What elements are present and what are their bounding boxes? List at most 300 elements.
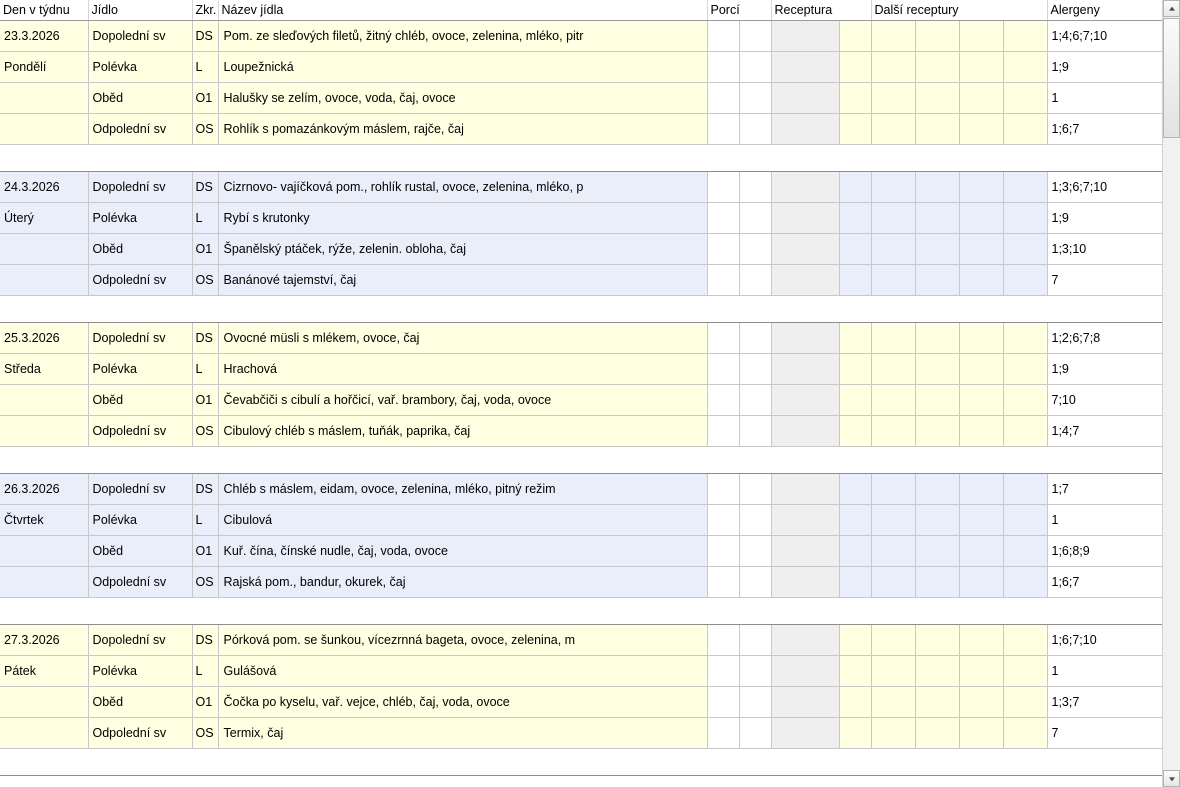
cell-meal[interactable]: Dopolední sv bbox=[88, 323, 192, 354]
table-header bbox=[0, 0, 1180, 21]
cell-portions-2[interactable] bbox=[739, 385, 771, 416]
cell-name[interactable]: Rybí s krutonky bbox=[218, 203, 707, 234]
chevron-up-icon bbox=[1169, 6, 1175, 10]
cell-recipe[interactable] bbox=[771, 21, 839, 52]
cell-more-recipe-3[interactable] bbox=[959, 172, 1003, 203]
cell-meal[interactable]: Polévka bbox=[88, 505, 192, 536]
cell-more-recipe-3[interactable] bbox=[959, 416, 1003, 447]
cell-more-recipe-3[interactable] bbox=[959, 21, 1003, 52]
cell-recipe-2[interactable] bbox=[839, 385, 871, 416]
cell-allergens[interactable]: 1;3;7 bbox=[1047, 687, 1163, 718]
cell-meal[interactable]: Oběd bbox=[88, 536, 192, 567]
cell-abbr[interactable]: OS bbox=[192, 416, 218, 447]
cell-more-recipe-3[interactable] bbox=[959, 234, 1003, 265]
column-header-name[interactable]: Název jídla bbox=[218, 0, 707, 21]
cell-more-recipe-2[interactable] bbox=[915, 354, 959, 385]
cell-portions-2[interactable] bbox=[739, 625, 771, 656]
cell-more-recipe-1[interactable] bbox=[871, 172, 915, 203]
cell-meal[interactable]: Polévka bbox=[88, 354, 192, 385]
cell-more-recipe-4[interactable] bbox=[1003, 52, 1047, 83]
cell-more-recipe-4[interactable] bbox=[1003, 21, 1047, 52]
cell-more-recipe-1[interactable] bbox=[871, 567, 915, 598]
cell-recipe-2[interactable] bbox=[839, 265, 871, 296]
cell-more-recipe-1[interactable] bbox=[871, 52, 915, 83]
cell-meal[interactable]: Oběd bbox=[88, 234, 192, 265]
cell-more-recipe-3[interactable] bbox=[959, 323, 1003, 354]
cell-portions-2[interactable] bbox=[739, 265, 771, 296]
cell-recipe[interactable] bbox=[771, 385, 839, 416]
cell-portions[interactable] bbox=[707, 203, 739, 234]
cell-more-recipe-3[interactable] bbox=[959, 385, 1003, 416]
cell-more-recipe-2[interactable] bbox=[915, 625, 959, 656]
cell-recipe[interactable] bbox=[771, 687, 839, 718]
cell-more-recipe-1[interactable] bbox=[871, 323, 915, 354]
cell-abbr[interactable]: O1 bbox=[192, 83, 218, 114]
cell-portions[interactable] bbox=[707, 718, 739, 749]
cell-portions[interactable] bbox=[707, 416, 739, 447]
cell-recipe-2[interactable] bbox=[839, 234, 871, 265]
cell-more-recipe-4[interactable] bbox=[1003, 354, 1047, 385]
cell-recipe[interactable] bbox=[771, 625, 839, 656]
group-separator-row bbox=[0, 145, 1180, 172]
table-row[interactable] bbox=[0, 354, 1180, 385]
cell-more-recipe-3[interactable] bbox=[959, 567, 1003, 598]
cell-more-recipe-2[interactable] bbox=[915, 474, 959, 505]
cell-more-recipe-4[interactable] bbox=[1003, 265, 1047, 296]
cell-more-recipe-2[interactable] bbox=[915, 416, 959, 447]
cell-more-recipe-4[interactable] bbox=[1003, 385, 1047, 416]
cell-portions-2[interactable] bbox=[739, 505, 771, 536]
cell-more-recipe-2[interactable] bbox=[915, 21, 959, 52]
cell-abbr[interactable]: OS bbox=[192, 567, 218, 598]
cell-recipe[interactable] bbox=[771, 203, 839, 234]
cell-day[interactable]: Čtvrtek bbox=[0, 505, 88, 536]
group-separator-row bbox=[0, 749, 1180, 776]
cell-more-recipe-1[interactable] bbox=[871, 687, 915, 718]
cell-more-recipe-3[interactable] bbox=[959, 505, 1003, 536]
cell-name[interactable]: Kuř. čína, čínské nudle, čaj, voda, ovoce bbox=[218, 536, 707, 567]
table-row[interactable] bbox=[0, 385, 1180, 416]
cell-more-recipe-1[interactable] bbox=[871, 625, 915, 656]
cell-day[interactable] bbox=[0, 234, 88, 265]
cell-portions[interactable] bbox=[707, 234, 739, 265]
cell-recipe-2[interactable] bbox=[839, 687, 871, 718]
table-row[interactable] bbox=[0, 656, 1180, 687]
cell-more-recipe-4[interactable] bbox=[1003, 656, 1047, 687]
cell-meal[interactable]: Odpolední sv bbox=[88, 718, 192, 749]
cell-meal[interactable]: Dopolední sv bbox=[88, 172, 192, 203]
cell-recipe-2[interactable] bbox=[839, 656, 871, 687]
cell-day[interactable]: 24.3.2026 bbox=[0, 172, 88, 203]
cell-recipe[interactable] bbox=[771, 474, 839, 505]
chevron-down-icon bbox=[1169, 777, 1175, 781]
cell-portions-2[interactable] bbox=[739, 323, 771, 354]
cell-more-recipe-1[interactable] bbox=[871, 536, 915, 567]
cell-portions[interactable] bbox=[707, 625, 739, 656]
cell-recipe-2[interactable] bbox=[839, 718, 871, 749]
table-row[interactable] bbox=[0, 83, 1180, 114]
cell-portions[interactable] bbox=[707, 114, 739, 145]
cell-recipe-2[interactable] bbox=[839, 536, 871, 567]
cell-allergens[interactable]: 1 bbox=[1047, 83, 1163, 114]
table-row[interactable] bbox=[0, 114, 1180, 145]
table-row[interactable] bbox=[0, 536, 1180, 567]
cell-more-recipe-1[interactable] bbox=[871, 416, 915, 447]
cell-day[interactable] bbox=[0, 567, 88, 598]
cell-portions-2[interactable] bbox=[739, 83, 771, 114]
cell-more-recipe-1[interactable] bbox=[871, 203, 915, 234]
table-row[interactable] bbox=[0, 234, 1180, 265]
table-row[interactable] bbox=[0, 505, 1180, 536]
cell-more-recipe-4[interactable] bbox=[1003, 83, 1047, 114]
table-row[interactable] bbox=[0, 687, 1180, 718]
cell-portions[interactable] bbox=[707, 52, 739, 83]
cell-more-recipe-4[interactable] bbox=[1003, 172, 1047, 203]
cell-recipe[interactable] bbox=[771, 234, 839, 265]
cell-day[interactable]: Úterý bbox=[0, 203, 88, 234]
cell-name[interactable]: Španělský ptáček, rýže, zelenin. obloha, čaj bbox=[218, 234, 707, 265]
cell-day[interactable]: Pondělí bbox=[0, 52, 88, 83]
cell-more-recipe-1[interactable] bbox=[871, 234, 915, 265]
cell-more-recipe-4[interactable] bbox=[1003, 536, 1047, 567]
cell-abbr[interactable]: DS bbox=[192, 21, 218, 52]
cell-more-recipe-2[interactable] bbox=[915, 83, 959, 114]
cell-recipe-2[interactable] bbox=[839, 354, 871, 385]
cell-day[interactable]: 27.3.2026 bbox=[0, 625, 88, 656]
cell-allergens[interactable]: 1;9 bbox=[1047, 203, 1163, 234]
cell-day[interactable] bbox=[0, 687, 88, 718]
cell-recipe[interactable] bbox=[771, 354, 839, 385]
cell-portions-2[interactable] bbox=[739, 52, 771, 83]
cell-more-recipe-4[interactable] bbox=[1003, 687, 1047, 718]
cell-more-recipe-3[interactable] bbox=[959, 474, 1003, 505]
column-header-portions[interactable]: Porcí bbox=[707, 0, 771, 21]
cell-meal[interactable]: Odpolední sv bbox=[88, 416, 192, 447]
cell-name[interactable]: Loupežnická bbox=[218, 52, 707, 83]
cell-more-recipe-4[interactable] bbox=[1003, 114, 1047, 145]
cell-portions[interactable] bbox=[707, 536, 739, 567]
group-separator-row bbox=[0, 447, 1180, 474]
cell-day[interactable] bbox=[0, 114, 88, 145]
cell-allergens[interactable]: 7 bbox=[1047, 718, 1163, 749]
scroll-up-button[interactable] bbox=[1163, 0, 1180, 17]
cell-more-recipe-1[interactable] bbox=[871, 718, 915, 749]
cell-day[interactable] bbox=[0, 83, 88, 114]
cell-more-recipe-1[interactable] bbox=[871, 385, 915, 416]
cell-meal[interactable]: Odpolední sv bbox=[88, 567, 192, 598]
cell-name[interactable]: Rajská pom., bandur, okurek, čaj bbox=[218, 567, 707, 598]
cell-portions-2[interactable] bbox=[739, 567, 771, 598]
cell-recipe[interactable] bbox=[771, 718, 839, 749]
cell-portions[interactable] bbox=[707, 505, 739, 536]
cell-more-recipe-4[interactable] bbox=[1003, 203, 1047, 234]
cell-allergens[interactable]: 1;9 bbox=[1047, 354, 1163, 385]
cell-allergens[interactable]: 1;4;7 bbox=[1047, 416, 1163, 447]
cell-more-recipe-2[interactable] bbox=[915, 323, 959, 354]
cell-recipe-2[interactable] bbox=[839, 323, 871, 354]
cell-recipe-2[interactable] bbox=[839, 567, 871, 598]
cell-portions[interactable] bbox=[707, 687, 739, 718]
column-header-day[interactable]: Den v týdnu bbox=[0, 0, 88, 21]
cell-abbr[interactable]: OS bbox=[192, 265, 218, 296]
cell-more-recipe-1[interactable] bbox=[871, 474, 915, 505]
cell-portions[interactable] bbox=[707, 265, 739, 296]
column-header-allergens[interactable]: Alergeny bbox=[1047, 0, 1163, 21]
column-header-more-recipes[interactable]: Další receptury bbox=[871, 0, 1047, 21]
cell-portions-2[interactable] bbox=[739, 21, 771, 52]
cell-more-recipe-2[interactable] bbox=[915, 203, 959, 234]
cell-more-recipe-3[interactable] bbox=[959, 265, 1003, 296]
cell-portions[interactable] bbox=[707, 83, 739, 114]
cell-more-recipe-3[interactable] bbox=[959, 114, 1003, 145]
cell-recipe[interactable] bbox=[771, 656, 839, 687]
cell-allergens[interactable]: 1;4;6;7;10 bbox=[1047, 21, 1163, 52]
cell-abbr[interactable]: L bbox=[192, 354, 218, 385]
cell-recipe-2[interactable] bbox=[839, 505, 871, 536]
cell-more-recipe-4[interactable] bbox=[1003, 625, 1047, 656]
cell-recipe-2[interactable] bbox=[839, 625, 871, 656]
cell-abbr[interactable]: DS bbox=[192, 323, 218, 354]
cell-abbr[interactable]: O1 bbox=[192, 687, 218, 718]
cell-name[interactable]: Pórková pom. se šunkou, vícezrnná bageta, ovoce, zelenina, m bbox=[218, 625, 707, 656]
cell-portions-2[interactable] bbox=[739, 234, 771, 265]
cell-allergens[interactable]: 1;7 bbox=[1047, 474, 1163, 505]
cell-day[interactable] bbox=[0, 416, 88, 447]
cell-more-recipe-2[interactable] bbox=[915, 656, 959, 687]
table-row[interactable] bbox=[0, 625, 1180, 656]
cell-recipe-2[interactable] bbox=[839, 83, 871, 114]
cell-portions[interactable] bbox=[707, 323, 739, 354]
cell-allergens[interactable]: 1 bbox=[1047, 505, 1163, 536]
cell-more-recipe-2[interactable] bbox=[915, 385, 959, 416]
cell-more-recipe-3[interactable] bbox=[959, 52, 1003, 83]
table-row[interactable] bbox=[0, 567, 1180, 598]
cell-portions-2[interactable] bbox=[739, 656, 771, 687]
cell-more-recipe-1[interactable] bbox=[871, 265, 915, 296]
cell-recipe[interactable] bbox=[771, 323, 839, 354]
cell-name[interactable]: Čočka po kyselu, vař. vejce, chléb, čaj, voda, ovoce bbox=[218, 687, 707, 718]
cell-day[interactable]: 25.3.2026 bbox=[0, 323, 88, 354]
cell-meal[interactable]: Dopolední sv bbox=[88, 625, 192, 656]
cell-abbr[interactable]: L bbox=[192, 203, 218, 234]
cell-more-recipe-2[interactable] bbox=[915, 52, 959, 83]
cell-recipe[interactable] bbox=[771, 505, 839, 536]
cell-allergens[interactable]: 1;3;6;7;10 bbox=[1047, 172, 1163, 203]
table-body bbox=[0, 21, 1180, 776]
column-header-recipe[interactable]: Receptura bbox=[771, 0, 871, 21]
cell-more-recipe-4[interactable] bbox=[1003, 567, 1047, 598]
cell-meal[interactable]: Oběd bbox=[88, 687, 192, 718]
cell-more-recipe-4[interactable] bbox=[1003, 505, 1047, 536]
group-separator-row bbox=[0, 598, 1180, 625]
cell-recipe-2[interactable] bbox=[839, 114, 871, 145]
table-row[interactable] bbox=[0, 203, 1180, 234]
cell-name[interactable]: Hrachová bbox=[218, 354, 707, 385]
cell-allergens[interactable]: 1;9 bbox=[1047, 52, 1163, 83]
cell-name[interactable]: Rohlík s pomazánkovým máslem, rajče, čaj bbox=[218, 114, 707, 145]
cell-meal[interactable]: Polévka bbox=[88, 656, 192, 687]
scroll-down-button[interactable] bbox=[1163, 770, 1180, 787]
table-row[interactable] bbox=[0, 52, 1180, 83]
cell-day[interactable] bbox=[0, 718, 88, 749]
cell-recipe[interactable] bbox=[771, 114, 839, 145]
cell-allergens[interactable]: 1;6;7;10 bbox=[1047, 625, 1163, 656]
cell-meal[interactable]: Polévka bbox=[88, 52, 192, 83]
cell-portions[interactable] bbox=[707, 172, 739, 203]
cell-name[interactable]: Čevabčiči s cibulí a hořčicí, vař. brambory, čaj, voda, ovoce bbox=[218, 385, 707, 416]
cell-meal[interactable]: Dopolední sv bbox=[88, 474, 192, 505]
cell-recipe-2[interactable] bbox=[839, 21, 871, 52]
cell-more-recipe-4[interactable] bbox=[1003, 416, 1047, 447]
cell-abbr[interactable]: DS bbox=[192, 474, 218, 505]
cell-abbr[interactable]: L bbox=[192, 505, 218, 536]
cell-name[interactable]: Banánové tajemství, čaj bbox=[218, 265, 707, 296]
cell-more-recipe-2[interactable] bbox=[915, 234, 959, 265]
cell-more-recipe-3[interactable] bbox=[959, 687, 1003, 718]
cell-abbr[interactable]: L bbox=[192, 52, 218, 83]
cell-meal[interactable]: Odpolední sv bbox=[88, 265, 192, 296]
cell-recipe[interactable] bbox=[771, 536, 839, 567]
cell-allergens[interactable]: 1;2;6;7;8 bbox=[1047, 323, 1163, 354]
vertical-scrollbar[interactable] bbox=[1162, 0, 1180, 787]
cell-allergens[interactable]: 1;3;10 bbox=[1047, 234, 1163, 265]
column-header-meal[interactable]: Jídlo bbox=[88, 0, 192, 21]
cell-more-recipe-1[interactable] bbox=[871, 354, 915, 385]
cell-recipe-2[interactable] bbox=[839, 203, 871, 234]
cell-day[interactable] bbox=[0, 536, 88, 567]
table-row[interactable] bbox=[0, 718, 1180, 749]
cell-meal[interactable]: Odpolední sv bbox=[88, 114, 192, 145]
cell-name[interactable]: Cizrnovo- vajíčková pom., rohlík rustal, ovoce, zelenina, mléko, p bbox=[218, 172, 707, 203]
cell-portions[interactable] bbox=[707, 656, 739, 687]
cell-more-recipe-2[interactable] bbox=[915, 567, 959, 598]
cell-allergens[interactable]: 7;10 bbox=[1047, 385, 1163, 416]
cell-day[interactable] bbox=[0, 385, 88, 416]
cell-more-recipe-3[interactable] bbox=[959, 656, 1003, 687]
cell-more-recipe-3[interactable] bbox=[959, 536, 1003, 567]
cell-more-recipe-1[interactable] bbox=[871, 114, 915, 145]
cell-portions-2[interactable] bbox=[739, 203, 771, 234]
cell-name[interactable]: Gulášová bbox=[218, 656, 707, 687]
cell-day[interactable]: 26.3.2026 bbox=[0, 474, 88, 505]
cell-more-recipe-2[interactable] bbox=[915, 114, 959, 145]
cell-portions[interactable] bbox=[707, 354, 739, 385]
cell-portions[interactable] bbox=[707, 567, 739, 598]
cell-meal[interactable]: Oběd bbox=[88, 385, 192, 416]
table-row[interactable] bbox=[0, 21, 1180, 52]
cell-abbr[interactable]: L bbox=[192, 656, 218, 687]
cell-abbr[interactable]: DS bbox=[192, 625, 218, 656]
cell-name[interactable]: Chléb s máslem, eidam, ovoce, zelenina, mléko, pitný režim bbox=[218, 474, 707, 505]
cell-portions-2[interactable] bbox=[739, 114, 771, 145]
cell-recipe-2[interactable] bbox=[839, 474, 871, 505]
cell-portions-2[interactable] bbox=[739, 354, 771, 385]
cell-more-recipe-3[interactable] bbox=[959, 625, 1003, 656]
cell-name[interactable]: Pom. ze sleďových filetů, žitný chléb, ovoce, zelenina, mléko, pitr bbox=[218, 21, 707, 52]
cell-allergens[interactable]: 1;6;7 bbox=[1047, 114, 1163, 145]
cell-recipe[interactable] bbox=[771, 83, 839, 114]
cell-allergens[interactable]: 7 bbox=[1047, 265, 1163, 296]
table-row[interactable] bbox=[0, 416, 1180, 447]
table-row[interactable] bbox=[0, 323, 1180, 354]
cell-more-recipe-4[interactable] bbox=[1003, 323, 1047, 354]
cell-allergens[interactable]: 1;6;8;9 bbox=[1047, 536, 1163, 567]
cell-more-recipe-4[interactable] bbox=[1003, 234, 1047, 265]
cell-portions-2[interactable] bbox=[739, 687, 771, 718]
cell-portions-2[interactable] bbox=[739, 718, 771, 749]
cell-more-recipe-2[interactable] bbox=[915, 265, 959, 296]
cell-more-recipe-1[interactable] bbox=[871, 83, 915, 114]
cell-more-recipe-2[interactable] bbox=[915, 172, 959, 203]
cell-abbr[interactable]: OS bbox=[192, 114, 218, 145]
cell-more-recipe-2[interactable] bbox=[915, 536, 959, 567]
cell-day[interactable]: Pátek bbox=[0, 656, 88, 687]
cell-meal[interactable]: Dopolední sv bbox=[88, 21, 192, 52]
cell-recipe-2[interactable] bbox=[839, 416, 871, 447]
cell-portions-2[interactable] bbox=[739, 172, 771, 203]
scrollbar-thumb[interactable] bbox=[1163, 18, 1180, 138]
cell-name[interactable]: Termix, čaj bbox=[218, 718, 707, 749]
table-row[interactable] bbox=[0, 172, 1180, 203]
cell-more-recipe-2[interactable] bbox=[915, 505, 959, 536]
cell-abbr[interactable]: OS bbox=[192, 718, 218, 749]
cell-recipe[interactable] bbox=[771, 52, 839, 83]
cell-abbr[interactable]: DS bbox=[192, 172, 218, 203]
cell-recipe-2[interactable] bbox=[839, 52, 871, 83]
cell-abbr[interactable]: O1 bbox=[192, 536, 218, 567]
cell-name[interactable]: Cibulový chléb s máslem, tuňák, paprika, čaj bbox=[218, 416, 707, 447]
cell-more-recipe-4[interactable] bbox=[1003, 474, 1047, 505]
cell-more-recipe-1[interactable] bbox=[871, 505, 915, 536]
cell-more-recipe-2[interactable] bbox=[915, 718, 959, 749]
cell-name[interactable]: Halušky se zelím, ovoce, voda, čaj, ovoce bbox=[218, 83, 707, 114]
cell-allergens[interactable]: 1 bbox=[1047, 656, 1163, 687]
cell-abbr[interactable]: O1 bbox=[192, 234, 218, 265]
cell-portions-2[interactable] bbox=[739, 416, 771, 447]
cell-more-recipe-2[interactable] bbox=[915, 687, 959, 718]
cell-name[interactable]: Cibulová bbox=[218, 505, 707, 536]
cell-meal[interactable]: Oběd bbox=[88, 83, 192, 114]
cell-more-recipe-3[interactable] bbox=[959, 203, 1003, 234]
cell-recipe[interactable] bbox=[771, 265, 839, 296]
cell-day[interactable]: Středa bbox=[0, 354, 88, 385]
cell-portions-2[interactable] bbox=[739, 474, 771, 505]
cell-recipe-2[interactable] bbox=[839, 172, 871, 203]
cell-more-recipe-1[interactable] bbox=[871, 21, 915, 52]
cell-recipe[interactable] bbox=[771, 172, 839, 203]
cell-name[interactable]: Ovocné müsli s mlékem, ovoce, čaj bbox=[218, 323, 707, 354]
cell-more-recipe-3[interactable] bbox=[959, 354, 1003, 385]
cell-allergens[interactable]: 1;6;7 bbox=[1047, 567, 1163, 598]
column-header-abbr[interactable]: Zkr. bbox=[192, 0, 218, 21]
table-row[interactable] bbox=[0, 265, 1180, 296]
cell-more-recipe-1[interactable] bbox=[871, 656, 915, 687]
cell-more-recipe-3[interactable] bbox=[959, 83, 1003, 114]
cell-more-recipe-3[interactable] bbox=[959, 718, 1003, 749]
cell-portions-2[interactable] bbox=[739, 536, 771, 567]
cell-abbr[interactable]: O1 bbox=[192, 385, 218, 416]
cell-meal[interactable]: Polévka bbox=[88, 203, 192, 234]
cell-more-recipe-4[interactable] bbox=[1003, 718, 1047, 749]
table-row[interactable] bbox=[0, 474, 1180, 505]
cell-day[interactable] bbox=[0, 265, 88, 296]
cell-recipe[interactable] bbox=[771, 416, 839, 447]
cell-day[interactable]: 23.3.2026 bbox=[0, 21, 88, 52]
cell-portions[interactable] bbox=[707, 21, 739, 52]
cell-recipe[interactable] bbox=[771, 567, 839, 598]
cell-portions[interactable] bbox=[707, 385, 739, 416]
cell-portions[interactable] bbox=[707, 474, 739, 505]
